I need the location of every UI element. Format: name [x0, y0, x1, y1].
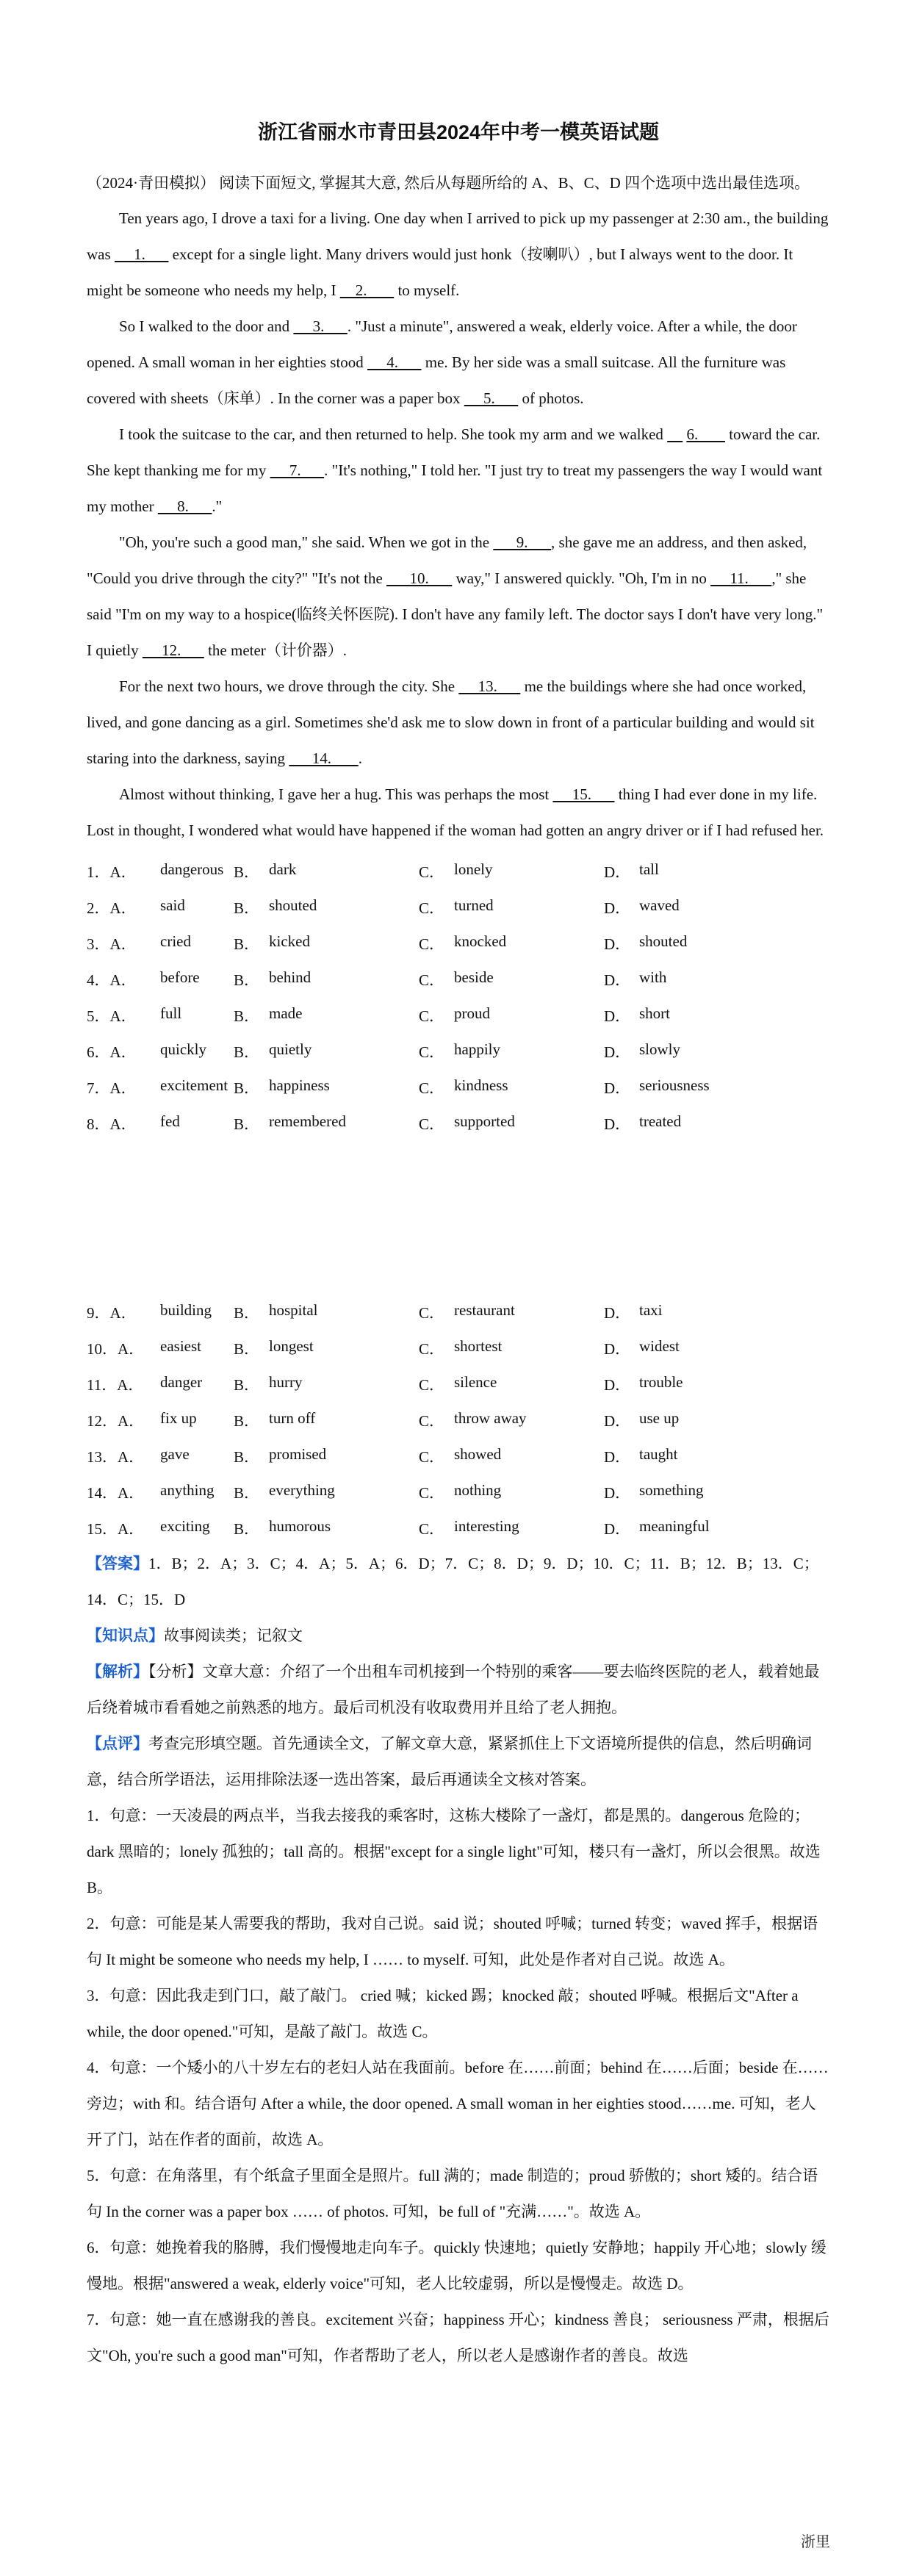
answer-blank: 8. — [157, 497, 212, 515]
passage-text: way," I answered quickly. "Oh, I'm in no — [452, 569, 711, 587]
question-number: 2．A． — [87, 899, 137, 917]
option-c — [419, 1040, 604, 1062]
question-options-row — [87, 1366, 830, 1402]
option-letter: C． — [419, 1303, 445, 1322]
answer-blank: 13. — [458, 677, 521, 695]
option-d — [604, 1112, 780, 1134]
option-b — [234, 1040, 419, 1062]
option-letter: C． — [419, 1483, 445, 1502]
option-text: knocked — [454, 932, 507, 950]
option-text: seriousness — [639, 1076, 710, 1094]
option-letter: D． — [604, 1079, 631, 1097]
option-d — [604, 1409, 780, 1431]
options-list-part1 — [87, 853, 830, 1141]
option-letter: D． — [604, 1339, 631, 1358]
option-text: supported — [454, 1112, 515, 1130]
question-number: 1．A． — [87, 863, 137, 881]
option-letter: C． — [419, 1447, 445, 1466]
option-b — [234, 896, 419, 918]
option-text: proud — [454, 1004, 490, 1022]
passage-text: . "Just a minute", answered a weak, elderly voice. After a while, the door opened. A small woman in her eighties stood — [87, 317, 797, 371]
option-letter: B． — [234, 971, 260, 989]
question-options-row — [87, 853, 830, 889]
option-c — [419, 1409, 604, 1431]
option-letter: C． — [419, 971, 445, 989]
option-text: kindness — [454, 1076, 508, 1094]
comment-text: 考查完形填空题。首先通读全文，了解文章大意，紧紧抓住上下文语境所提供的信息，然后明确词意，结合所学语法，运用排除法逐一选出答案，最后再通读全文核对答案。 — [87, 1735, 812, 1788]
question-options-row — [87, 1033, 830, 1069]
option-d — [604, 1301, 780, 1323]
blank-gap — [87, 1141, 830, 1289]
option-letter: B． — [234, 1483, 260, 1502]
answer-tag: 【答案】 — [87, 1555, 148, 1572]
option-letter: D． — [604, 1519, 631, 1538]
option-letter: C． — [419, 1339, 445, 1358]
answer-blank: 6. — [686, 425, 725, 443]
option-text: longest — [269, 1336, 314, 1355]
question-options-row — [87, 1402, 830, 1438]
option-text: excitement — [160, 1076, 228, 1094]
option-b — [234, 1409, 419, 1431]
option-a — [87, 1337, 234, 1359]
knowledge-text: 故事阅读类；记叙文 — [164, 1627, 303, 1644]
explanation-item: 2．句意：可能是某人需要我的帮助，我对自己说。said 说；shouted 呼喊；turned 转变；waved 挥手，根据语句 It might be someone who needs my help, I …… to myself. 可知，此处是作者对自己说。故选 A。 — [87, 1915, 818, 1968]
option-text: exciting — [160, 1517, 210, 1535]
option-text: hospital — [269, 1300, 318, 1319]
passage-paragraph — [87, 525, 830, 669]
option-d — [604, 896, 780, 918]
option-d — [604, 968, 780, 990]
passage-paragraph — [87, 417, 830, 525]
option-b — [234, 1004, 419, 1026]
option-text: hurry — [269, 1372, 303, 1391]
passage-text: of photos. — [518, 389, 584, 407]
option-d — [604, 1337, 780, 1359]
option-text: danger — [160, 1372, 203, 1391]
option-c — [419, 1004, 604, 1026]
option-b — [234, 1301, 419, 1323]
option-b — [234, 1076, 419, 1098]
question-options-row — [87, 961, 830, 997]
option-text: cried — [160, 932, 191, 950]
option-text: behind — [269, 968, 312, 986]
option-letter: B． — [234, 1447, 260, 1466]
question-options-row — [87, 1069, 830, 1105]
option-d — [604, 1040, 780, 1062]
explanation-item: 3．句意：因此我走到门口，敲了敲门。 cried 喊；kicked 踢；knocked 敲；shouted 呼喊。根据后文"After a while, the door opened."可知，是敲了敲门。故选 C。 — [87, 1987, 799, 2040]
passage-text: except for a single light. Many drivers would just honk（按喇叭）, but I always went to the door. It might be someone who needs my help, I — [87, 245, 793, 299]
option-text: full — [160, 1004, 182, 1022]
passage-text: Almost without thinking, I gave her a hug. This was perhaps the most — [119, 785, 553, 803]
answer-blank: 12. — [142, 641, 204, 659]
option-b — [234, 1112, 419, 1134]
question-options-row — [87, 1474, 830, 1510]
option-c — [419, 932, 604, 954]
option-a — [87, 1040, 234, 1062]
option-text: remembered — [269, 1112, 346, 1130]
answer-blank: 1. — [114, 245, 169, 263]
question-number: 14．A． — [87, 1483, 145, 1502]
passage-text: me. By her side was a small suitcase. All the furniture was covered with sheets（床单）. In the corner was a paper box — [87, 353, 786, 407]
option-letter: C． — [419, 1519, 445, 1538]
option-text: shouted — [269, 896, 317, 914]
option-text: shortest — [454, 1336, 503, 1355]
option-letter: C． — [419, 1007, 445, 1025]
page-title: 浙江省丽水市青田县2024年中考一模英语试题 — [257, 121, 660, 143]
option-text: made — [269, 1004, 303, 1022]
option-a — [87, 1301, 234, 1323]
option-letter: C． — [419, 863, 445, 881]
option-letter: B． — [234, 1339, 260, 1358]
option-letter: D． — [604, 1043, 631, 1061]
option-letter: B． — [234, 1007, 260, 1025]
passage-text: "Oh, you're such a good man," she said. When we got in the — [119, 533, 494, 551]
option-text: meaningful — [639, 1517, 710, 1535]
option-d — [604, 1373, 780, 1395]
page-footer: 浙里 — [801, 2534, 830, 2550]
option-c — [419, 1481, 604, 1503]
instructions: （2024·青田模拟） 阅读下面短文, 掌握其大意, 然后从每题所给的 A、B、C、D 四个选项中选出最佳选项。 — [87, 174, 810, 192]
option-text: fix up — [160, 1408, 197, 1427]
option-a — [87, 1112, 234, 1134]
option-text: said — [160, 896, 185, 914]
passage-text: . "It's nothing," I told her. "I just try to treat my passengers the way I would want my mother — [87, 461, 823, 515]
question-number: 3．A． — [87, 935, 137, 953]
analysis-line — [87, 1654, 830, 1726]
exam-page — [87, 110, 830, 2374]
option-letter: B． — [234, 1079, 260, 1097]
answer-blank: 9. — [493, 533, 552, 551]
option-a — [87, 1076, 234, 1098]
option-letter: D． — [604, 863, 631, 881]
option-b — [234, 860, 419, 882]
option-c — [419, 1337, 604, 1359]
passage-paragraph — [87, 777, 830, 849]
question-options-row — [87, 889, 830, 925]
option-d — [604, 1076, 780, 1098]
option-text: humorous — [269, 1517, 331, 1535]
option-letter: B． — [234, 1411, 260, 1430]
option-b — [234, 1481, 419, 1503]
option-c — [419, 1301, 604, 1323]
question-options-row — [87, 1510, 830, 1546]
explanation-item: 6．句意：她挽着我的胳膊，我们慢慢地走向车子。quickly 快速地；quietly 安静地；happily 开心地；slowly 缓慢地。根据"answered a weak, elderly voice"可知，老人比较虚弱，所以是慢慢走。故选 D。 — [87, 2239, 827, 2292]
option-text: lonely — [454, 860, 493, 878]
option-letter: C． — [419, 1115, 445, 1133]
option-letter: B． — [234, 1043, 260, 1061]
passage-text: Ten years ago, I drove a taxi for a living. One day when I arrived to pick up my passenger at 2:30 am., the building was — [87, 209, 829, 263]
passage-text: thing I had ever done in my life. Lost in thought, I wondered what would have happened if the woman had gotten an angry driver or if I had refused her. — [87, 785, 824, 839]
option-letter: D． — [604, 1115, 631, 1133]
option-text: interesting — [454, 1517, 519, 1535]
option-text: throw away — [454, 1408, 527, 1427]
question-number: 7．A． — [87, 1079, 137, 1097]
option-text: easiest — [160, 1336, 201, 1355]
option-text: anything — [160, 1481, 215, 1499]
answer-blank: 2. — [339, 281, 395, 299]
option-text: something — [639, 1481, 704, 1499]
passage-text: , she gave me an address, and then asked, "Could you drive through the city?" "It's not the — [87, 533, 807, 587]
answer-blank — [667, 425, 683, 443]
option-text: building — [160, 1300, 212, 1319]
explanations — [87, 1798, 830, 2374]
option-a — [87, 860, 234, 882]
question-options-row — [87, 1438, 830, 1474]
passage-text: So I walked to the door and — [119, 317, 294, 335]
option-c — [419, 1373, 604, 1395]
question-options-row — [87, 1330, 830, 1366]
option-letter: D． — [604, 1447, 631, 1466]
option-d — [604, 1445, 780, 1467]
question-number: 6．A． — [87, 1043, 137, 1061]
option-a — [87, 1445, 234, 1467]
option-letter: D． — [604, 899, 631, 917]
question-number: 9．A． — [87, 1303, 137, 1322]
explanation-item: 7．句意：她一直在感谢我的善良。excitement 兴奋；happiness 开心；kindness 善良； seriousness 严肃，根据后文"Oh, you're such a good man"可知，作者帮助了老人，所以老人是感谢作者的善良。故选 — [87, 2311, 829, 2364]
answer-blank: 10. — [386, 569, 453, 587]
question-number: 15．A． — [87, 1519, 145, 1538]
option-c — [419, 1517, 604, 1539]
question-options-row — [87, 997, 830, 1033]
option-letter: D． — [604, 1007, 631, 1025]
option-d — [604, 932, 780, 954]
option-b — [234, 968, 419, 990]
cloze-passage — [87, 201, 830, 849]
option-a — [87, 932, 234, 954]
question-number: 8．A． — [87, 1115, 137, 1133]
option-c — [419, 1112, 604, 1134]
answer-blank: 3. — [293, 317, 348, 335]
option-text: turn off — [269, 1408, 316, 1427]
question-number: 5．A． — [87, 1007, 137, 1025]
answer-blank: 14. — [289, 749, 359, 767]
passage-paragraph — [87, 201, 830, 309]
option-letter: D． — [604, 1303, 631, 1322]
option-text: treated — [639, 1112, 682, 1130]
passage-paragraph — [87, 669, 830, 777]
option-letter: C． — [419, 1043, 445, 1061]
option-text: with — [639, 968, 667, 986]
answer-blank: 15. — [552, 785, 615, 803]
option-a — [87, 896, 234, 918]
option-letter: B． — [234, 1115, 260, 1133]
option-letter: C． — [419, 935, 445, 953]
answer-text: 1．B；2．A；3．C；4．A；5．A；6．D；7．C；8．D；9．D；10．C；11．B；12．B；13．C；14．C；15．D — [87, 1555, 819, 1608]
question-options-row — [87, 1105, 830, 1141]
option-text: taught — [639, 1444, 678, 1463]
option-text: restaurant — [454, 1300, 515, 1319]
option-letter: D． — [604, 1411, 631, 1430]
option-letter: D． — [604, 971, 631, 989]
answer-blank: 7. — [270, 461, 325, 479]
option-c — [419, 1076, 604, 1098]
option-text: everything — [269, 1481, 335, 1499]
option-text: happiness — [269, 1076, 330, 1094]
option-text: promised — [269, 1444, 327, 1463]
comment-line — [87, 1726, 830, 1798]
analysis-text: 【分析】文章大意：介绍了一个出租车司机接到一个特别的乘客——要去临终医院的老人，载着她最后绕着城市看看她之前熟悉的地方。最后司机没有收取费用并且给了老人拥抱。 — [87, 1663, 820, 1716]
option-text: dangerous — [160, 860, 224, 878]
option-text: beside — [454, 968, 494, 986]
option-letter: B． — [234, 899, 260, 917]
explanation-item: 4．句意：一个矮小的八十岁左右的老妇人站在我面前。before 在……前面；behind 在……后面；beside 在……旁边；with 和。结合语句 After a while, the door opened. A small woman in her eighties stood……me. 可知，老人开了门，站在作者的面前，故选 A。 — [87, 2059, 829, 2148]
option-a — [87, 1373, 234, 1395]
passage-text: toward the car. She kept thanking me for my — [87, 425, 821, 479]
option-letter: B． — [234, 1519, 260, 1538]
passage-text: I took the suitcase to the car, and then returned to help. She took my arm and we walked — [119, 425, 668, 443]
option-text: tall — [639, 860, 659, 878]
option-a — [87, 1481, 234, 1503]
option-text: fed — [160, 1112, 180, 1130]
answer-blank: 11. — [710, 569, 772, 587]
question-number: 12．A． — [87, 1411, 145, 1430]
option-text: turned — [454, 896, 494, 914]
option-b — [234, 1445, 419, 1467]
knowledge-line — [87, 1618, 830, 1654]
answer-blank: 4. — [367, 353, 422, 371]
option-text: trouble — [639, 1372, 683, 1391]
passage-text: me the buildings where she had once worked, lived, and gone dancing as a girl. Sometimes she'd ask me to slow down in front of a particular building and would sit staring into the darkness, saying — [87, 677, 815, 767]
explanation-item: 1．句意：一天凌晨的两点半，当我去接我的乘客时，这栋大楼除了一盏灯，都是黑的。dangerous 危险的；dark 黑暗的；lonely 孤独的；tall 高的。根据"except for a single light"可知，楼只有一盏灯，所以会很黑。故选 B。 — [87, 1807, 821, 1896]
option-text: dark — [269, 860, 297, 878]
option-text: use up — [639, 1408, 680, 1427]
option-c — [419, 1445, 604, 1467]
option-d — [604, 1517, 780, 1539]
option-d — [604, 1481, 780, 1503]
option-letter: C． — [419, 1079, 445, 1097]
option-a — [87, 968, 234, 990]
option-d — [604, 1004, 780, 1026]
option-letter: C． — [419, 1375, 445, 1394]
option-text: nothing — [454, 1481, 502, 1499]
option-text: showed — [454, 1444, 502, 1463]
option-text: before — [160, 968, 200, 986]
option-b — [234, 1337, 419, 1359]
option-c — [419, 968, 604, 990]
passage-text: the meter（计价器）. — [204, 641, 348, 659]
option-letter: C． — [419, 899, 445, 917]
option-a — [87, 1004, 234, 1026]
option-letter: C． — [419, 1411, 445, 1430]
option-letter: B． — [234, 1303, 260, 1322]
option-a — [87, 1409, 234, 1431]
option-text: shouted — [639, 932, 688, 950]
option-letter: B． — [234, 1375, 260, 1394]
passage-text: to myself. — [394, 281, 460, 299]
passage-text: ," she said "I'm on my way to a hospice(临终关怀医院). I don't have any family left. The doctor says I don't have very long." I quietly — [87, 569, 824, 659]
option-b — [234, 1517, 419, 1539]
question-number: 4．A． — [87, 971, 137, 989]
option-text: slowly — [639, 1040, 681, 1058]
option-letter: D． — [604, 1483, 631, 1502]
option-b — [234, 1373, 419, 1395]
passage-paragraph — [87, 309, 830, 417]
question-options-row — [87, 1294, 830, 1330]
passage-text: . — [358, 749, 363, 767]
option-text: short — [639, 1004, 670, 1022]
answer-blank: 5. — [464, 389, 519, 407]
answer-line — [87, 1546, 830, 1618]
option-a — [87, 1517, 234, 1539]
option-text: quickly — [160, 1040, 206, 1058]
passage-text: For the next two hours, we drove through the city. She — [119, 677, 459, 695]
option-letter: B． — [234, 863, 260, 881]
comment-tag: 【点评】 — [87, 1735, 148, 1752]
question-number: 13．A． — [87, 1447, 145, 1466]
option-c — [419, 896, 604, 918]
explanation-item: 5．句意：在角落里，有个纸盒子里面全是照片。full 满的；made 制造的；proud 骄傲的；short 矮的。结合语句 In the corner was a paper box …… of photos. 可知，be full of "充满……"。故选 A。 — [87, 2167, 818, 2220]
option-text: happily — [454, 1040, 500, 1058]
option-text: kicked — [269, 932, 310, 950]
option-text: quietly — [269, 1040, 312, 1058]
passage-text: ." — [212, 497, 223, 515]
option-d — [604, 860, 780, 882]
option-letter: D． — [604, 935, 631, 953]
option-text: waved — [639, 896, 680, 914]
option-c — [419, 860, 604, 882]
knowledge-tag: 【知识点】 — [87, 1627, 164, 1644]
option-text: widest — [639, 1336, 680, 1355]
question-number: 11．A． — [87, 1375, 144, 1394]
option-text: gave — [160, 1444, 190, 1463]
option-text: silence — [454, 1372, 497, 1391]
question-number: 10．A． — [87, 1339, 145, 1358]
options-list-part2 — [87, 1294, 830, 1546]
option-letter: B． — [234, 935, 260, 953]
option-text: taxi — [639, 1300, 663, 1319]
analysis-tag: 【解析】 — [87, 1663, 148, 1680]
option-letter: D． — [604, 1375, 631, 1394]
question-options-row — [87, 925, 830, 961]
option-b — [234, 932, 419, 954]
